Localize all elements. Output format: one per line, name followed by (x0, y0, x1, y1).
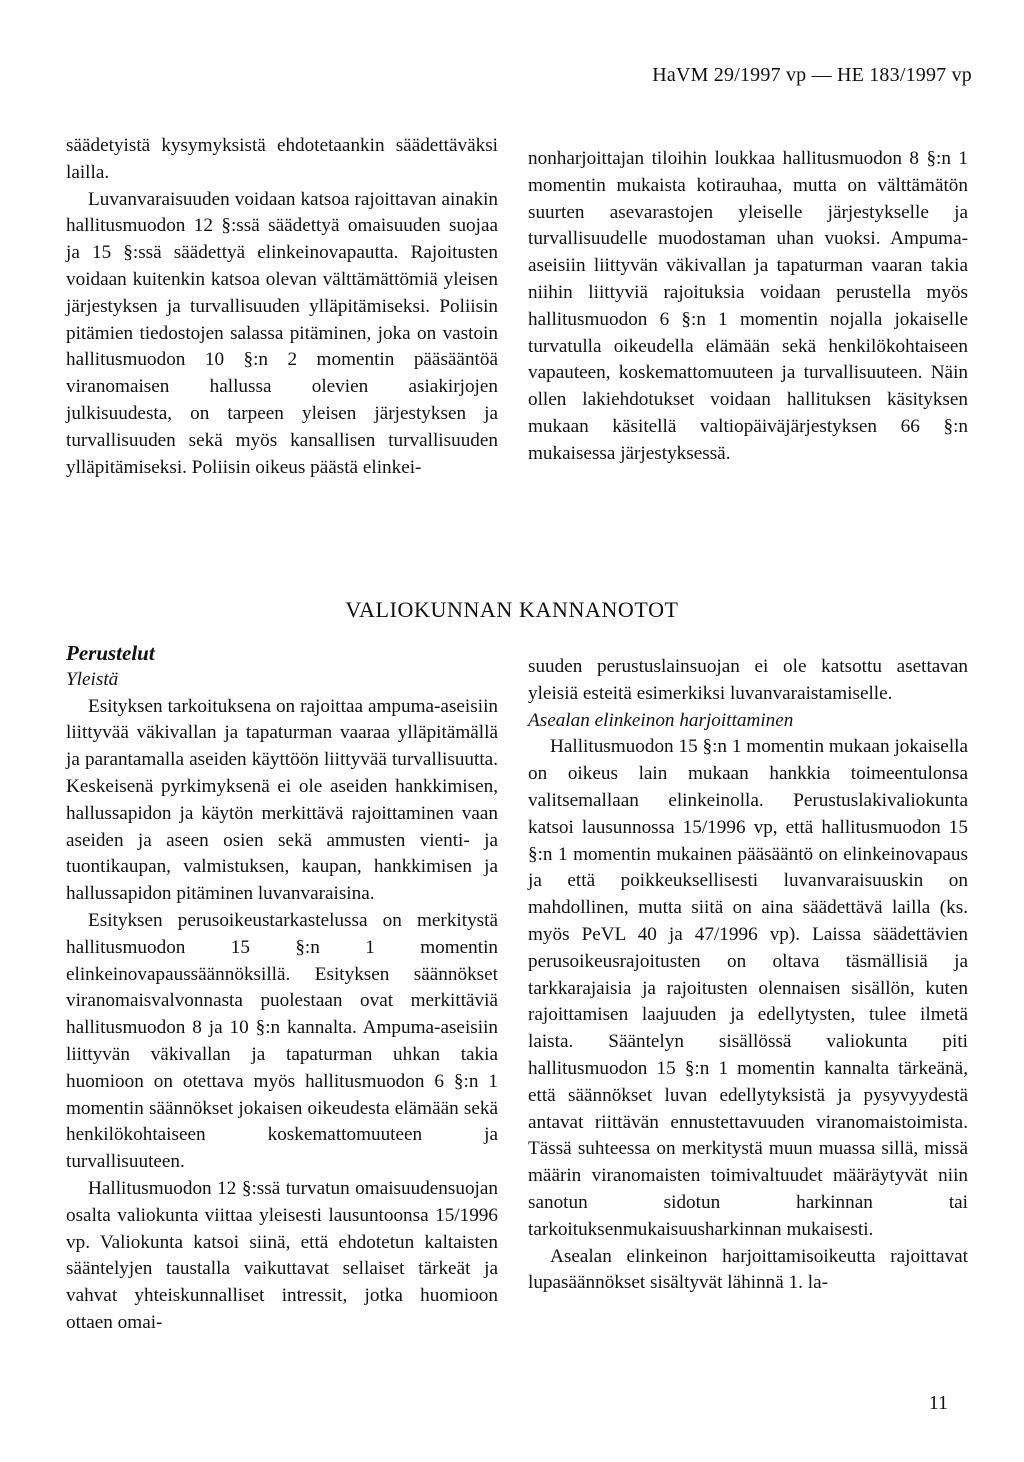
paragraph: Esityksen perusoikeustarkastelussa on merkitystä hallitusmuodon 15 §:n 1 momentin elinkeinovapaussäännöksillä. Esityksen säännökset viranomaisvalvonnasta puolestaan ovat merkittäviä hallitusmuodon 8 ja 10 §:n kannalta. Ampuma-aseisiin liittyvän väkivallan ja tapaturman uhkan takia huomioon on otettava myös hallitusmuodon 6 §:n 1 momentin säännökset jokaisen oikeudesta elämään sekä henkilökohtaiseen koskemattomuuteen ja turvallisuuteen. (66, 909, 498, 1173)
section-heading: VALIOKUNNAN KANNANOTOT (345, 597, 679, 622)
bottom-right-column (528, 654, 968, 1297)
paragraph: Asealan elinkeinon harjoittamisoikeutta rajoittavat lupasäännökset sisältyvät lähinnä 1. la- (528, 1245, 968, 1294)
paragraph: Hallitusmuodon 12 §:ssä turvatun omaisuudensuojan osalta valiokunta viittaa yleisesti lausuntoonsa 15/1996 vp. Valiokunta katsoi siinä, että ehdotetun kaltaisten sääntelyjen taustalla vaikuttavat sellaiset tärkeät ja vahvat yhteiskunnalliset intressit, jotka huomioon ottaen omai- (66, 1177, 498, 1333)
subheading-yleista: Yleistä (66, 668, 119, 690)
top-right-column (528, 146, 968, 468)
paragraph: suuden perustuslainsuojan ei ole katsottu asettavan yleisiä esteitä esimerkiksi luvanvaraistamiselle. (528, 656, 968, 704)
paragraph: Luvanvaraisuuden voidaan katsoa rajoittavan ainakin hallitusmuodon 12 §:ssä säädettyä omaisuuden suojaa ja 15 §:ssä säädettyä elinkeinovapautta. Rajoitusten voidaan kuitenkin katsoa olevan välttämättömiä yleisen järjestyksen ja turvallisuuden ylläpitämiseksi. Poliisin pitämien tiedostojen salassa pitäminen, joka on vastoin hallitusmuodon 10 §:n 2 momentin pääsääntöä viranomaisen hallussa olevien asiakirjojen julkisuudesta, on tarpeen yleisen järjestyksen ja turvallisuuden sekä myös kansallisen turvallisuuden ylläpitämiseksi. Poliisin oikeus päästä elinkei- (66, 188, 498, 478)
page-number: 11 (928, 1392, 948, 1414)
paragraph: nonharjoittajan tiloihin loukkaa hallitusmuodon 8 §:n 1 momentin mukaista kotirauhaa, mutta on välttämätön suurten asevarastojen yleiselle järjestykselle ja turvallisuudelle muodostaman uhan vuoksi. Ampuma-aseisiin liittyvän väkivallan ja tapaturman vaaran takia niihin liittyviä rajoituksia voidaan perustella myös hallitusmuodon 6 §:n 1 momentin nojalla jokaiselle turvatulla oikeudella elämään sekä henkilökohtaiseen vapauteen, koskemattomuuteen ja turvallisuuteen. Näin ollen lakiehdotukset voidaan hallituksen käsityksen mukaan käsitellä valtiopäiväjärjestyksen 66 §:n mukaisessa järjestyksessä. (528, 148, 968, 464)
paragraph: Esityksen tarkoituksena on rajoittaa ampuma-aseisiin liittyvää väkivallan ja tapaturman vaaraa ylläpitämällä ja parantamalla aseiden käyttöön liittyvää turvallisuutta. Keskeisenä pyrkimyksenä ei ole aseiden hankkimisen, hallussapidon ja käytön merkittävä rajoittaminen vaan aseiden ja aseen osien sekä ammusten vienti- ja tuontikaupan, valmistuksen, kaupan, hankkimisen ja hallussapidon pitäminen luvanvaraisina. (66, 695, 498, 905)
paragraph: Hallitusmuodon 15 §:n 1 momentin mukaan jokaisella on oikeus lain mukaan hankkia toimeentulonsa valitsemallaan elinkeinolla. Perustuslakivaliokunta katsoi lausunnossa 15/1996 vp, että hallitusmuodon 15 §:n 1 momentin mukainen pääsääntö on elinkeinovapaus ja että poikkeuksellisesti luvanvaraisuuskin on mahdollinen, mutta siitä on aina säädettävä lailla (ks. myös PeVL 40 ja 47/1996 vp). Laissa säädettävien perusoikeusrajoitusten on oltava täsmällisiä ja tarkkarajaisia ja rajoitusten olennaisen sisällön, kuten rajoittamisen laajuuden ja edellytysten, tulee ilmetä laista. Sääntelyn sisällössä valiokunta piti hallitusmuodon 15 §:n 1 momentin kannalta tärkeänä, että säännökset luvan edellytyksistä ja pysyvyydestä antavat riittävän ennustettavuuden viranomaistoimista. Tässä suhteessa on merkitystä muun muassa sillä, missä määrin viranomaisten toimivaltuudet määräytyvät niin sanotun sidotun harkinnan tai tarkoituksenmukaisuusharkinnan mukaisesti. (528, 736, 968, 1240)
subheading-perustelut: Perustelut (66, 641, 155, 665)
subheading-asealan-elinkeino: Asealan elinkeinon harjoittaminen (528, 709, 794, 731)
paragraph: säädetyistä kysymyksistä ehdotetaankin säädettäväksi lailla. (66, 135, 498, 183)
bottom-left-column (66, 640, 498, 1337)
top-left-column (66, 133, 498, 481)
running-header: HaVM 29/1997 vp — HE 183/1997 vp (652, 64, 972, 86)
